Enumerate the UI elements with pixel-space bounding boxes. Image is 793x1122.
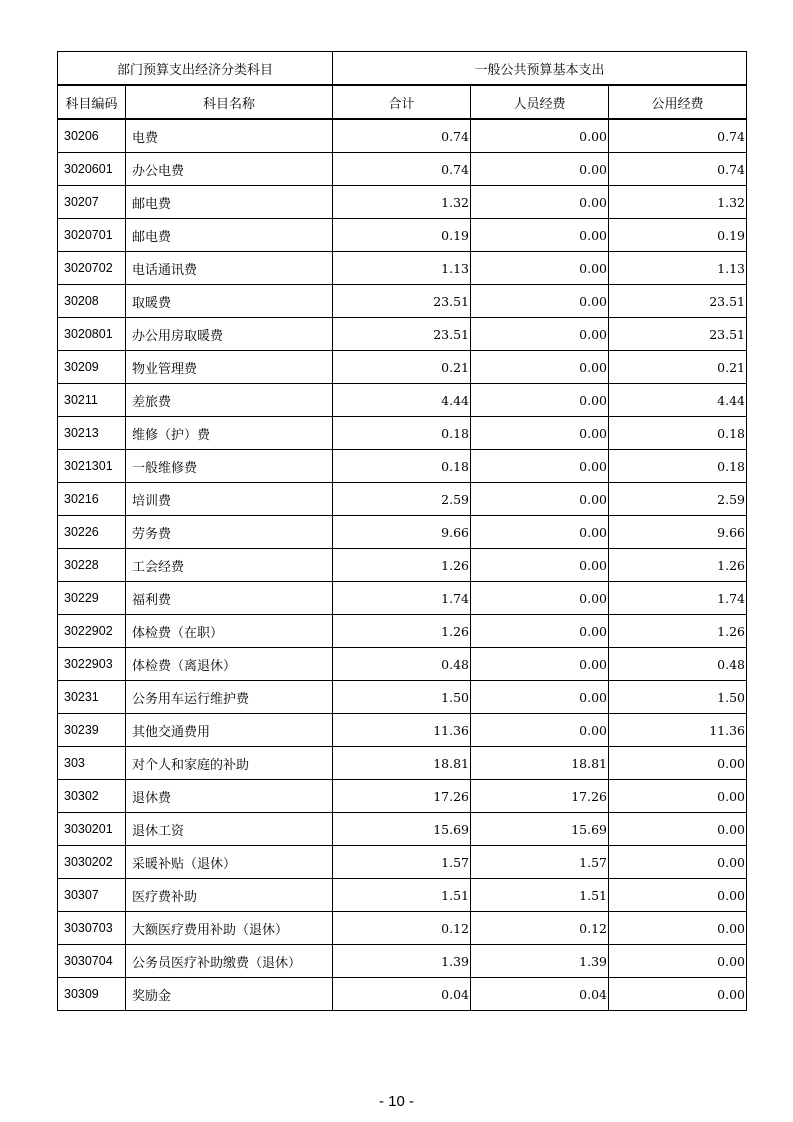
cell-public: 0.48	[609, 648, 747, 681]
cell-total: 1.39	[333, 945, 471, 978]
cell-name: 电话通讯费	[126, 252, 333, 285]
cell-public: 1.50	[609, 681, 747, 714]
cell-code: 3020701	[58, 219, 126, 252]
cell-total: 18.81	[333, 747, 471, 780]
table-row	[58, 351, 747, 384]
cell-personnel: 18.81	[471, 747, 609, 780]
cell-personnel: 0.00	[471, 384, 609, 417]
cell-code: 30208	[58, 285, 126, 318]
cell-total: 1.26	[333, 549, 471, 582]
cell-public: 2.59	[609, 483, 747, 516]
cell-total: 11.36	[333, 714, 471, 747]
col-header-total: 合计	[333, 85, 471, 119]
table-row	[58, 714, 747, 747]
cell-personnel: 0.00	[471, 153, 609, 186]
cell-total: 1.51	[333, 879, 471, 912]
cell-code: 30226	[58, 516, 126, 549]
cell-name: 体检费（离退休）	[126, 648, 333, 681]
cell-code: 30229	[58, 582, 126, 615]
column-header-row	[58, 85, 747, 119]
cell-code: 30209	[58, 351, 126, 384]
cell-name: 公务用车运行维护费	[126, 681, 333, 714]
cell-name: 劳务费	[126, 516, 333, 549]
cell-name: 取暖费	[126, 285, 333, 318]
cell-name: 办公用房取暖费	[126, 318, 333, 351]
cell-total: 0.12	[333, 912, 471, 945]
cell-name: 物业管理费	[126, 351, 333, 384]
cell-code: 3030201	[58, 813, 126, 846]
cell-total: 1.26	[333, 615, 471, 648]
cell-personnel: 0.04	[471, 978, 609, 1011]
table-body	[58, 119, 747, 1011]
cell-personnel: 0.00	[471, 417, 609, 450]
table-row	[58, 681, 747, 714]
cell-public: 1.74	[609, 582, 747, 615]
cell-code: 3020702	[58, 252, 126, 285]
cell-name: 办公电费	[126, 153, 333, 186]
cell-public: 0.18	[609, 450, 747, 483]
cell-public: 4.44	[609, 384, 747, 417]
table-row	[58, 912, 747, 945]
cell-public: 0.00	[609, 747, 747, 780]
cell-personnel: 0.00	[471, 351, 609, 384]
cell-public: 0.00	[609, 912, 747, 945]
table-row	[58, 582, 747, 615]
cell-total: 1.57	[333, 846, 471, 879]
col-header-code: 科目编码	[58, 85, 126, 119]
cell-total: 0.74	[333, 153, 471, 186]
table-row	[58, 549, 747, 582]
cell-personnel: 0.00	[471, 318, 609, 351]
cell-total: 4.44	[333, 384, 471, 417]
table-row	[58, 780, 747, 813]
page-number: - 10 -	[378, 1093, 414, 1110]
cell-total: 15.69	[333, 813, 471, 846]
cell-total: 0.04	[333, 978, 471, 1011]
cell-personnel: 0.00	[471, 219, 609, 252]
cell-public: 9.66	[609, 516, 747, 549]
cell-code: 30207	[58, 186, 126, 219]
cell-name: 医疗费补助	[126, 879, 333, 912]
cell-total: 1.13	[333, 252, 471, 285]
cell-personnel: 1.51	[471, 879, 609, 912]
table-row	[58, 978, 747, 1011]
cell-total: 9.66	[333, 516, 471, 549]
cell-personnel: 0.00	[471, 252, 609, 285]
cell-name: 大额医疗费用补助（退休）	[126, 912, 333, 945]
table-row	[58, 615, 747, 648]
cell-code: 3030703	[58, 912, 126, 945]
cell-public: 0.18	[609, 417, 747, 450]
cell-personnel: 0.00	[471, 516, 609, 549]
cell-personnel: 0.00	[471, 450, 609, 483]
cell-personnel: 1.57	[471, 846, 609, 879]
cell-total: 0.21	[333, 351, 471, 384]
cell-total: 17.26	[333, 780, 471, 813]
cell-name: 维修（护）费	[126, 417, 333, 450]
cell-code: 3020601	[58, 153, 126, 186]
cell-code: 3021301	[58, 450, 126, 483]
cell-code: 3022902	[58, 615, 126, 648]
cell-code: 30213	[58, 417, 126, 450]
cell-personnel: 0.00	[471, 549, 609, 582]
cell-personnel: 0.12	[471, 912, 609, 945]
col-header-name: 科目名称	[126, 85, 333, 119]
cell-code: 30307	[58, 879, 126, 912]
cell-name: 邮电费	[126, 219, 333, 252]
table-row	[58, 450, 747, 483]
cell-name: 邮电费	[126, 186, 333, 219]
cell-personnel: 0.00	[471, 681, 609, 714]
table-row	[58, 384, 747, 417]
expense-group-header: 一般公共预算基本支出	[333, 52, 747, 86]
cell-public: 23.51	[609, 285, 747, 318]
cell-name: 培训费	[126, 483, 333, 516]
budget-expense-table	[57, 51, 747, 1011]
cell-public: 1.26	[609, 615, 747, 648]
table-row	[58, 219, 747, 252]
cell-code: 30216	[58, 483, 126, 516]
cell-code: 30239	[58, 714, 126, 747]
table-row	[58, 813, 747, 846]
cell-name: 一般维修费	[126, 450, 333, 483]
cell-total: 0.18	[333, 417, 471, 450]
cell-public: 1.13	[609, 252, 747, 285]
cell-public: 0.00	[609, 879, 747, 912]
table-row	[58, 945, 747, 978]
col-header-personnel: 人员经费	[471, 85, 609, 119]
cell-name: 采暖补贴（退休）	[126, 846, 333, 879]
group-header-row	[58, 52, 747, 86]
table-row	[58, 119, 747, 153]
cell-public: 0.00	[609, 813, 747, 846]
cell-name: 公务员医疗补助缴费（退休）	[126, 945, 333, 978]
table-row	[58, 747, 747, 780]
cell-total: 0.74	[333, 119, 471, 153]
cell-total: 1.32	[333, 186, 471, 219]
cell-name: 电费	[126, 119, 333, 153]
cell-total: 2.59	[333, 483, 471, 516]
cell-code: 303	[58, 747, 126, 780]
cell-total: 1.50	[333, 681, 471, 714]
table-row	[58, 879, 747, 912]
cell-name: 差旅费	[126, 384, 333, 417]
table-row	[58, 318, 747, 351]
cell-personnel: 0.00	[471, 483, 609, 516]
cell-code: 30228	[58, 549, 126, 582]
cell-personnel: 1.39	[471, 945, 609, 978]
cell-total: 23.51	[333, 285, 471, 318]
cell-code: 30231	[58, 681, 126, 714]
table-row	[58, 417, 747, 450]
cell-total: 1.74	[333, 582, 471, 615]
cell-public: 0.00	[609, 780, 747, 813]
cell-code: 3022903	[58, 648, 126, 681]
cell-personnel: 0.00	[471, 648, 609, 681]
cell-code: 3030202	[58, 846, 126, 879]
cell-total: 0.18	[333, 450, 471, 483]
table-row	[58, 483, 747, 516]
cell-public: 11.36	[609, 714, 747, 747]
table-row	[58, 153, 747, 186]
cell-personnel: 0.00	[471, 119, 609, 153]
cell-personnel: 17.26	[471, 780, 609, 813]
table-row	[58, 186, 747, 219]
cell-total: 0.19	[333, 219, 471, 252]
table-row	[58, 252, 747, 285]
table-row	[58, 846, 747, 879]
cell-public: 0.21	[609, 351, 747, 384]
cell-code: 3020801	[58, 318, 126, 351]
cell-personnel: 0.00	[471, 186, 609, 219]
cell-name: 福利费	[126, 582, 333, 615]
table-row	[58, 285, 747, 318]
cell-name: 对个人和家庭的补助	[126, 747, 333, 780]
cell-personnel: 0.00	[471, 615, 609, 648]
cell-personnel: 15.69	[471, 813, 609, 846]
cell-public: 1.26	[609, 549, 747, 582]
cell-name: 奖励金	[126, 978, 333, 1011]
cell-public: 0.00	[609, 945, 747, 978]
cell-name: 工会经费	[126, 549, 333, 582]
cell-name: 退休工资	[126, 813, 333, 846]
cell-personnel: 0.00	[471, 714, 609, 747]
cell-code: 3030704	[58, 945, 126, 978]
cell-name: 退休费	[126, 780, 333, 813]
cell-personnel: 0.00	[471, 582, 609, 615]
cell-public: 0.19	[609, 219, 747, 252]
cell-code: 30211	[58, 384, 126, 417]
cell-public: 23.51	[609, 318, 747, 351]
cell-name: 其他交通费用	[126, 714, 333, 747]
cell-code: 30302	[58, 780, 126, 813]
cell-public: 1.32	[609, 186, 747, 219]
cell-total: 0.48	[333, 648, 471, 681]
cell-public: 0.74	[609, 119, 747, 153]
table-row	[58, 516, 747, 549]
cell-public: 0.74	[609, 153, 747, 186]
category-group-header: 部门预算支出经济分类科目	[58, 52, 333, 86]
cell-total: 23.51	[333, 318, 471, 351]
cell-public: 0.00	[609, 846, 747, 879]
table-row	[58, 648, 747, 681]
col-header-public: 公用经费	[609, 85, 747, 119]
cell-personnel: 0.00	[471, 285, 609, 318]
cell-code: 30309	[58, 978, 126, 1011]
cell-code: 30206	[58, 119, 126, 153]
cell-public: 0.00	[609, 978, 747, 1011]
cell-name: 体检费（在职）	[126, 615, 333, 648]
